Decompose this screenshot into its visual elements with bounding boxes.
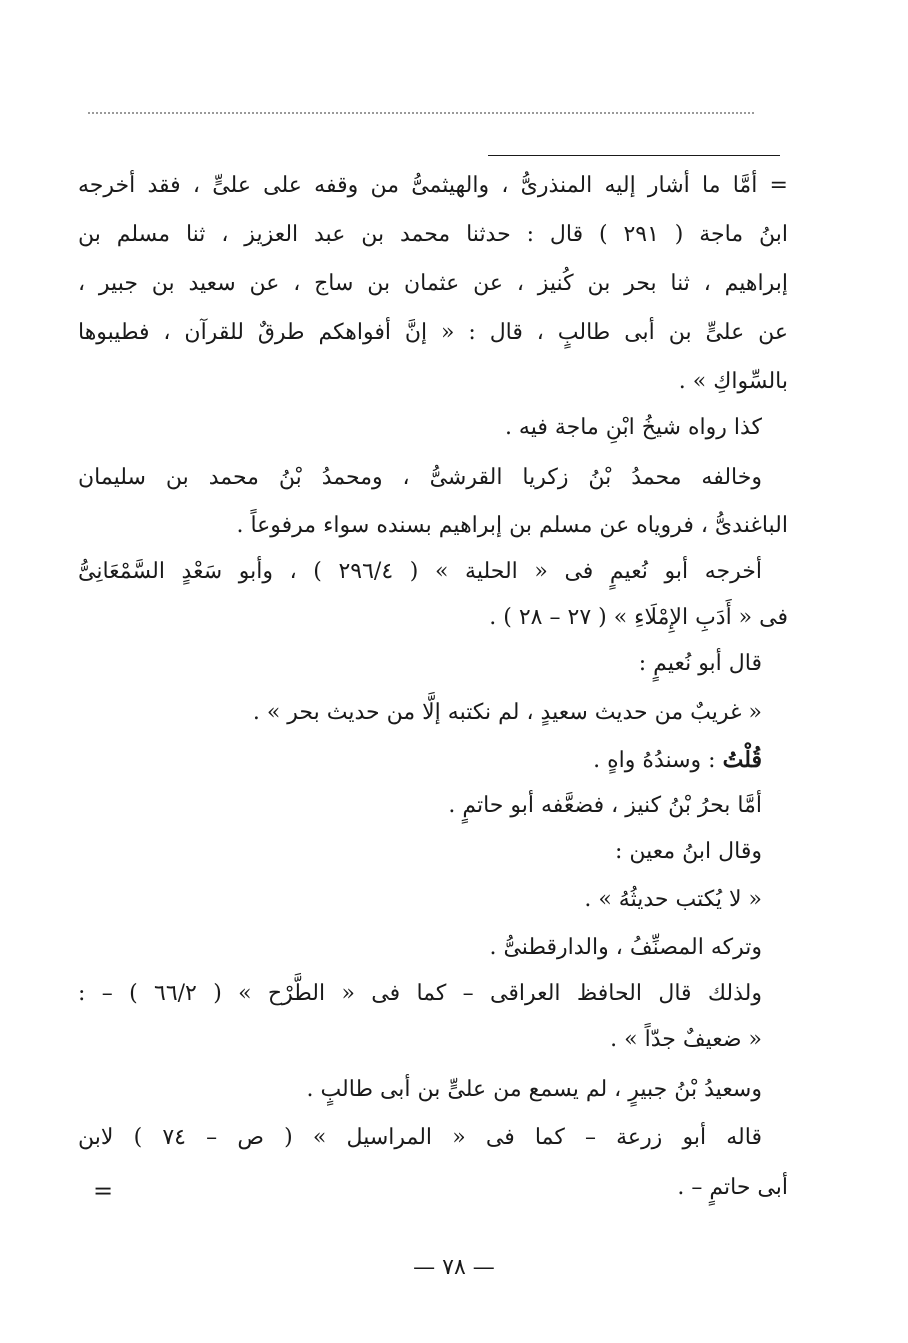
continuation-mark: = (93, 1177, 114, 1205)
text-line: وقال ابنُ معين : (615, 839, 762, 864)
text-line: = أمَّا ما أشار إليه المنذرىُّ ، والهيثمىُّ من وقفه على علىٍّ ، فقد أخرجه (78, 173, 788, 198)
text-line: كذا رواه شيخُ ابْنِ ماجة فيه . (504, 415, 762, 440)
text-line: ولذلك قال الحافظ العراقى – كما فى « الطَّرْح » ( ٦٦/٢ ) – : (78, 981, 762, 1006)
text-line: « ضعيفٌ جدّاً » . (610, 1027, 762, 1052)
text-line: وتركه المصنِّفُ ، والدارقطنىُّ . (489, 935, 762, 960)
text-line-qultu (593, 740, 762, 780)
header-dotted-rule (88, 112, 754, 114)
text-line: ابنُ ماجة ( ٢٩١ ) قال : حدثنا محمد بن عبد العزيز ، ثنا مسلم بن (78, 222, 789, 247)
text-line: أبى حاتمٍ – . (677, 1175, 788, 1200)
text-line: « لا يُكتب حديثُهُ » . (584, 887, 762, 912)
text-line: عن علىٍّ بن أبى طالبٍ ، قال : « إنَّ أفواهكم طرقٌ للقرآن ، فطيبوها (78, 320, 788, 345)
text-line: وخالفه محمدُ بْنُ زكريا القرشىُّ ، ومحمدُ بْنُ محمد بن سليمان (78, 465, 762, 490)
text-line: قاله أبو زرعة – كما فى « المراسيل » ( ص – ٧٤ ) لابن (78, 1125, 762, 1150)
text-line: فى « أَدَبِ الإِمْلَاءِ » ( ٢٧ – ٢٨ ) . (489, 605, 788, 630)
text-line: وسعيدُ بْنُ جبيرٍ ، لم يسمع من علىٍّ بن أبى طالبٍ . (306, 1077, 762, 1102)
footnote-separator-rule (488, 155, 780, 156)
text-line: أخرجه أبو نُعيمٍ فى « الحلية » ( ٢٩٦/٤ ) ، وأبو سَعْدٍ السَّمْعَانِىُّ (78, 559, 762, 584)
text-line: « غريبٌ من حديث سعيدٍ ، لم نكتبه إلَّا من حديث بحر » . (252, 700, 762, 725)
text-line: قال أبو نُعيمٍ : (638, 651, 762, 676)
text-line: إبراهيم ، ثنا بحر بن كُنيز ، عن عثمان بن ساج ، عن سعيد بن جبير ، (78, 271, 788, 296)
page-number: — ٧٨ — (413, 1255, 495, 1280)
text-line: بالسِّواكِ » . (678, 369, 788, 394)
qultu-heading: قُلْتُ (722, 747, 762, 773)
text-line: أمَّا بحرُ بْنُ كنيز ، فضعَّفه أبو حاتمٍ . (448, 793, 762, 818)
qultu-text: : وسندُهُ واهٍ . (593, 748, 723, 773)
text-line: الباغندىُّ ، فروياه عن مسلم بن إبراهيم بسنده سواء مرفوعاً . (236, 513, 788, 538)
